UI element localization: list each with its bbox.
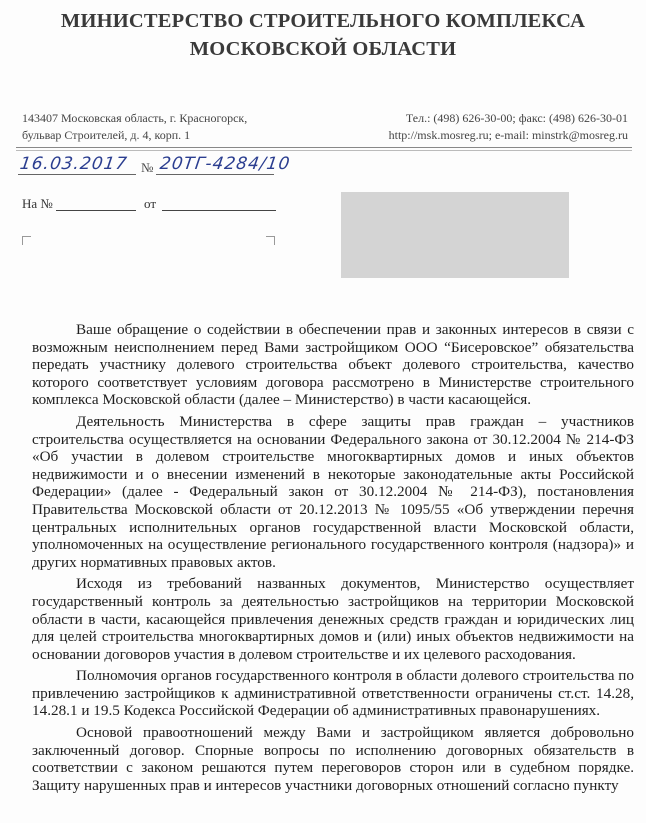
number-underline: [156, 174, 274, 175]
web-line: http://msk.mosreg.ru; e-mail: minstrk@mosreg.ru: [388, 128, 628, 142]
ot-underline: [162, 210, 276, 211]
handwritten-date: 16.03.2017: [18, 154, 129, 174]
na-label: На №: [22, 196, 53, 211]
org-name-line1: МИНИСТЕРСТВО СТРОИТЕЛЬНОГО КОМПЛЕКСА: [60, 10, 586, 32]
address-block: [22, 110, 247, 144]
ot-label: от: [144, 196, 157, 211]
org-name-line2: МОСКОВСКОЙ ОБЛАСТИ: [189, 38, 457, 60]
date-underline: [18, 174, 136, 175]
address-corner-right: [266, 236, 275, 245]
na-underline: [56, 210, 136, 211]
body-paragraph: Деятельность Министерства в сфере защиты прав граждан – участников строительства осуществляется на основании Федерального закона от 30.12.2004 № 214-ФЗ «Об участии в долевом строительстве многоквартирных домов и иных объектов недвижимости и о внесении изменений в некоторые законодательные акты Российской Федерации» (далее - Федеральный закон от 30.12.2004 № 214-ФЗ), постановления Правительства Московской области от 20.12.2013 № 1095/55 «Об утверждении перечня центральных исполнительных органов государственной власти Московской области, уполномоченных на осуществление регионального государственного контроля (надзора)» и других нормативных правовых актов.: [32, 412, 634, 571]
phone-line: Тел.: (498) 626-30-00; факс: (498) 626-30-01: [405, 111, 628, 125]
redacted-recipient-block: [341, 192, 569, 278]
body-paragraph: Исходя из требований названных документов, Министерство осуществляет государственный контроль за деятельностью застройщиков на территории Московской области в части, касающейся привлечения денежных средств граждан и юридических лиц для целей строительства многоквартирных домов и (или) иных объектов недвижимости на основании договоров участия в долевом строительстве и их целевого расходования.: [32, 575, 634, 663]
header-divider: [16, 147, 632, 148]
header-divider-thin: [16, 150, 632, 151]
address-corner-left: [22, 236, 31, 245]
contacts-block: [389, 110, 628, 144]
handwritten-number: 20ТГ-4284/10: [158, 154, 292, 174]
body-paragraph: Ваше обращение о содействии в обеспечении прав и законных интересов в связи с возможным неисполнением перед Вами застройщиком ООО “Бисеровское” обязательства передать участнику долевого строительства объект долевого строительства, качество которого соответствует условиям договора рассмотрено в Министерстве строительного комплекса Московской области (далее – Министерство) в части касающейся.: [32, 321, 634, 409]
number-sign: №: [141, 160, 154, 175]
letter-body: [32, 321, 634, 798]
body-paragraph: Основой правоотношений между Вами и застройщиком является добровольно заключенный договор. Спорные вопросы по исполнению договорных обязательств в соответствии с законом решаются путем переговоров сторон или в судебном порядке. Защиту нарушенных прав и интересов участники договорных отношений согласно пункту: [32, 724, 634, 794]
address-line2: бульвар Строителей, д. 4, корп. 1: [22, 128, 191, 142]
body-paragraph: Полномочия органов государственного контроля в области долевого строительства по привлечению застройщиков к административной ответственности ограничены ст.ст. 14.28, 14.28.1 и 19.5 Кодекса Российской Федерации об административных правонарушениях.: [32, 667, 634, 720]
address-line1: 143407 Московская область, г. Красногорск,: [22, 111, 248, 125]
